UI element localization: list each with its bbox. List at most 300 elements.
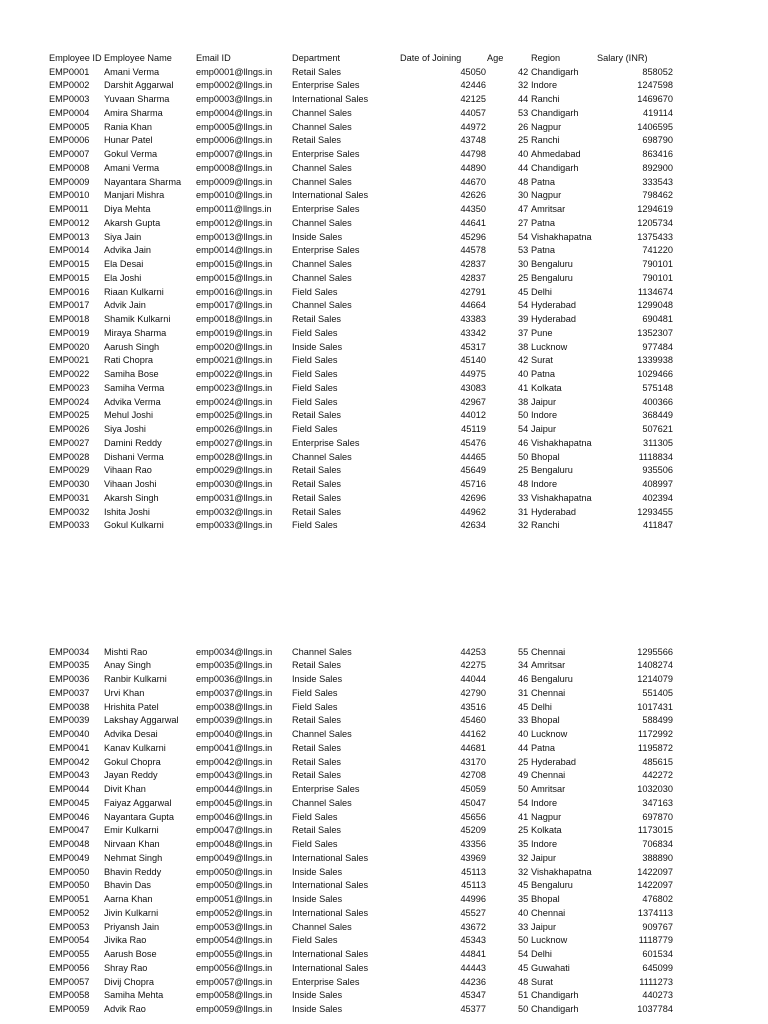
table-row [0, 673, 768, 687]
cell-employee-id: EMP0023 [49, 382, 90, 393]
cell-date-of-joining: 45059 [460, 784, 486, 794]
cell-region: Lucknow [531, 341, 568, 352]
table-row [0, 506, 768, 520]
cell-department: Field Sales [292, 839, 338, 849]
table-row [0, 989, 768, 1003]
cell-department: Enterprise Sales [292, 204, 360, 214]
cell-employee-id: EMP0012 [49, 217, 90, 228]
cell-region: Bengaluru [531, 674, 573, 684]
table-row [0, 396, 768, 410]
cell-region: Indore [531, 839, 558, 849]
cell-salary: 1173015 [637, 825, 673, 836]
cell-salary: 1374113 [637, 907, 673, 918]
cell-employee-name: Manjari Mishra [104, 190, 165, 201]
cell-department: Field Sales [292, 935, 338, 946]
table-row [0, 93, 768, 107]
cell-region: Hyderabad [531, 314, 576, 324]
cell-salary: 442272 [642, 770, 673, 781]
cell-region: Vishakhapatna [531, 866, 592, 877]
cell-date-of-joining: 44012 [460, 410, 486, 421]
cell-email: emp0014@llngs.in [196, 245, 273, 256]
cell-salary: 1406595 [637, 121, 673, 132]
cell-employee-name: Hunar Patel [104, 135, 153, 146]
cell-date-of-joining: 42967 [460, 396, 486, 407]
cell-employee-id: EMP0041 [49, 742, 90, 753]
cell-email: emp0027@llngs.in [196, 437, 273, 448]
cell-employee-id: EMP0054 [49, 935, 90, 946]
cell-region: Nagpur [531, 811, 562, 822]
cell-salary: 790101 [642, 259, 673, 269]
cell-salary: 1408274 [637, 660, 673, 671]
cell-salary: 645099 [642, 962, 673, 973]
table-row [0, 934, 768, 948]
cell-department: Channel Sales [292, 646, 352, 657]
table-row [0, 824, 768, 838]
cell-employee-id: EMP0030 [49, 479, 90, 489]
cell-age: 42 [518, 66, 529, 77]
cell-salary: 347163 [642, 797, 673, 808]
cell-age: 35 [518, 894, 529, 904]
cell-employee-name: Shamik Kulkarni [104, 314, 171, 324]
cell-age: 41 [518, 811, 529, 822]
cell-date-of-joining: 44975 [460, 369, 486, 379]
table-row [0, 728, 768, 742]
cell-department: International Sales [292, 907, 369, 918]
table-row [0, 148, 768, 162]
cell-age: 54 [518, 300, 529, 311]
table-row [0, 217, 768, 231]
cell-email: emp0038@llngs.in [196, 701, 273, 712]
cell-employee-name: Nehmat Singh [104, 852, 163, 863]
cell-email: emp0008@llngs.in [196, 162, 273, 173]
cell-employee-id: EMP0039 [49, 715, 90, 726]
cell-region: Nagpur [531, 121, 562, 132]
cell-age: 38 [518, 396, 529, 407]
cell-email: emp0033@llngs.in [196, 520, 273, 531]
cell-salary: 690481 [642, 314, 673, 324]
cell-email: emp0037@llngs.in [196, 687, 273, 698]
cell-email: emp0023@llngs.in [196, 382, 273, 393]
cell-department: Field Sales [292, 369, 338, 379]
cell-age: 46 [518, 674, 529, 684]
cell-employee-id: EMP0034 [49, 646, 90, 657]
cell-region: Chennai [531, 687, 566, 698]
cell-department: Inside Sales [292, 341, 343, 352]
cell-employee-id: EMP0020 [49, 341, 90, 352]
cell-date-of-joining: 42626 [460, 190, 486, 201]
cell-email: emp0051@llngs.in [196, 894, 273, 904]
cell-department: Retail Sales [292, 465, 342, 476]
cell-email: emp0015@llngs.in [196, 272, 273, 283]
cell-date-of-joining: 43672 [460, 921, 486, 932]
cell-salary: 698790 [642, 135, 673, 146]
cell-email: emp0055@llngs.in [196, 949, 273, 959]
cell-department: Retail Sales [292, 479, 342, 489]
cell-salary: 507621 [642, 424, 673, 434]
cell-employee-name: Siya Jain [104, 231, 142, 242]
cell-employee-id: EMP0047 [49, 825, 90, 836]
cell-email: emp0050@llngs.in [196, 880, 273, 891]
cell-date-of-joining: 45476 [460, 437, 486, 448]
cell-employee-id: EMP0022 [49, 369, 90, 379]
cell-age: 44 [518, 162, 529, 173]
cell-employee-name: Damini Reddy [104, 437, 162, 448]
header-email: Email ID [196, 53, 231, 63]
cell-date-of-joining: 42125 [460, 94, 486, 104]
cell-age: 45 [518, 880, 529, 891]
cell-email: emp0048@llngs.in [196, 839, 273, 849]
cell-age: 53 [518, 245, 529, 256]
cell-region: Hyderabad [531, 756, 576, 767]
cell-age: 25 [518, 825, 529, 836]
cell-date-of-joining: 44641 [460, 217, 486, 228]
cell-employee-id: EMP0025 [49, 410, 90, 421]
cell-salary: 1352307 [637, 327, 673, 338]
cell-age: 45 [518, 286, 529, 297]
cell-date-of-joining: 45377 [460, 1004, 486, 1014]
cell-date-of-joining: 44162 [460, 729, 486, 739]
cell-age: 25 [518, 756, 529, 767]
cell-salary: 476802 [642, 894, 673, 904]
cell-department: Retail Sales [292, 660, 342, 671]
cell-region: Jaipur [531, 921, 557, 932]
cell-salary: 485615 [642, 756, 673, 767]
cell-age: 54 [518, 797, 529, 808]
cell-region: Delhi [531, 286, 552, 297]
cell-date-of-joining: 44890 [460, 162, 486, 173]
cell-email: emp0029@llngs.in [196, 465, 273, 476]
cell-salary: 419114 [643, 107, 673, 118]
cell-region: Surat [531, 355, 553, 366]
cell-date-of-joining: 45649 [460, 465, 486, 476]
cell-region: Delhi [531, 949, 552, 959]
cell-region: Kolkata [531, 825, 562, 836]
cell-employee-id: EMP0052 [49, 907, 90, 918]
cell-age: 54 [518, 949, 529, 959]
cell-employee-id: EMP0036 [49, 674, 90, 684]
cell-age: 31 [518, 506, 529, 517]
table-row [0, 423, 768, 437]
cell-region: Patna [531, 245, 556, 256]
cell-email: emp0045@llngs.in [196, 797, 273, 808]
cell-employee-id: EMP0051 [49, 894, 90, 904]
table-row [0, 203, 768, 217]
cell-date-of-joining: 44996 [460, 894, 486, 904]
cell-employee-name: Emir Kulkarni [104, 825, 159, 836]
cell-department: Inside Sales [292, 231, 343, 242]
cell-age: 32 [518, 852, 529, 863]
cell-email: emp0059@llngs.in [196, 1004, 273, 1014]
cell-department: Channel Sales [292, 162, 352, 173]
cell-date-of-joining: 44841 [460, 949, 486, 959]
cell-region: Ranchi [531, 520, 560, 531]
cell-email: emp0015@llngs.in [196, 259, 273, 269]
cell-employee-name: Ishita Joshi [104, 506, 150, 517]
table-row [0, 948, 768, 962]
table-row [0, 286, 768, 300]
cell-salary: 1422097 [637, 866, 673, 877]
cell-date-of-joining: 44681 [460, 742, 486, 753]
cell-department: Retail Sales [292, 506, 342, 517]
cell-date-of-joining: 45119 [461, 424, 486, 434]
table-row [0, 797, 768, 811]
cell-department: Channel Sales [292, 259, 352, 269]
cell-salary: 909767 [642, 921, 673, 932]
table-row [0, 783, 768, 797]
cell-department: Field Sales [292, 701, 338, 712]
cell-email: emp0032@llngs.in [196, 506, 273, 517]
cell-age: 33 [518, 492, 529, 503]
cell-department: Retail Sales [292, 770, 342, 781]
cell-salary: 1032030 [637, 784, 673, 794]
cell-employee-id: EMP0017 [49, 300, 90, 311]
cell-salary: 1422097 [637, 880, 673, 891]
table-row [0, 313, 768, 327]
cell-age: 33 [518, 921, 529, 932]
cell-age: 50 [518, 451, 529, 462]
table-row [0, 258, 768, 272]
cell-region: Ahmedabad [531, 149, 581, 159]
cell-department: International Sales [292, 852, 369, 863]
cell-salary: 1118779 [638, 935, 673, 946]
cell-department: International Sales [292, 94, 369, 104]
cell-salary: 1134674 [637, 286, 673, 297]
cell-age: 31 [518, 687, 529, 698]
cell-region: Chandigarh [531, 990, 579, 1001]
cell-department: Field Sales [292, 355, 338, 366]
cell-employee-id: EMP0003 [49, 94, 90, 104]
cell-date-of-joining: 43748 [460, 135, 486, 146]
cell-employee-name: Aarush Singh [104, 341, 160, 352]
cell-region: Patna [531, 217, 556, 228]
cell-employee-id: EMP0056 [49, 962, 90, 973]
cell-region: Chandigarh [531, 162, 579, 173]
table-row [0, 866, 768, 880]
cell-salary: 1029466 [637, 369, 673, 379]
cell-date-of-joining: 42791 [460, 286, 486, 297]
cell-region: Vishakhapatna [531, 437, 592, 448]
cell-salary: 1118834 [638, 451, 673, 462]
cell-date-of-joining: 44670 [460, 176, 486, 187]
cell-department: Field Sales [292, 811, 338, 822]
header-employee-name: Employee Name [104, 53, 172, 63]
cell-department: International Sales [292, 949, 369, 959]
cell-email: emp0012@llngs.in [196, 217, 273, 228]
cell-region: Vishakhapatna [531, 492, 592, 503]
cell-employee-name: Urvi Khan [104, 687, 145, 698]
cell-employee-id: EMP0044 [49, 784, 90, 794]
cell-employee-name: Mishti Rao [104, 646, 148, 657]
cell-region: Chennai [531, 646, 566, 657]
cell-salary: 977484 [642, 341, 673, 352]
cell-email: emp0002@llngs.in [196, 80, 273, 91]
cell-date-of-joining: 45113 [461, 880, 486, 891]
table-row [0, 769, 768, 783]
cell-region: Bhopal [531, 715, 560, 726]
cell-email: emp0043@llngs.in [196, 770, 273, 781]
cell-department: Field Sales [292, 396, 338, 407]
cell-department: Enterprise Sales [292, 976, 360, 987]
cell-salary: 1214079 [637, 674, 673, 684]
table-row [0, 409, 768, 423]
cell-age: 30 [518, 259, 529, 269]
cell-employee-id: EMP0007 [49, 149, 90, 159]
cell-date-of-joining: 44962 [460, 506, 486, 517]
cell-date-of-joining: 45460 [460, 715, 486, 726]
table-row [0, 907, 768, 921]
cell-employee-name: Kanav Kulkarni [104, 742, 166, 753]
cell-salary: 1294619 [637, 204, 673, 214]
cell-employee-name: Mehul Joshi [104, 410, 154, 421]
cell-employee-id: EMP0059 [49, 1004, 90, 1014]
cell-email: emp0058@llngs.in [196, 990, 273, 1001]
header-date-of-joining: Date of Joining [400, 53, 462, 63]
cell-date-of-joining: 42708 [460, 770, 486, 781]
cell-age: 38 [518, 341, 529, 352]
cell-salary: 935506 [642, 465, 673, 476]
cell-employee-name: Gokul Chopra [104, 756, 161, 767]
cell-salary: 706834 [642, 839, 673, 849]
cell-salary: 1293455 [637, 506, 673, 517]
cell-employee-name: Aarush Bose [104, 949, 157, 959]
table-row [0, 976, 768, 990]
cell-date-of-joining: 45347 [460, 990, 486, 1001]
cell-department: Inside Sales [292, 674, 343, 684]
cell-employee-id: EMP0045 [49, 797, 90, 808]
table-row [0, 341, 768, 355]
cell-employee-name: Diya Mehta [104, 204, 151, 214]
cell-date-of-joining: 43342 [460, 327, 486, 338]
cell-employee-name: Ranbir Kulkarni [104, 674, 167, 684]
cell-date-of-joining: 42790 [460, 687, 486, 698]
cell-age: 40 [518, 729, 529, 739]
cell-employee-id: EMP0016 [49, 286, 90, 297]
cell-department: Enterprise Sales [292, 437, 360, 448]
cell-email: emp0057@llngs.in [196, 976, 273, 987]
cell-age: 46 [518, 437, 529, 448]
cell-employee-name: Vihaan Rao [104, 465, 152, 476]
cell-region: Guwahati [531, 962, 570, 973]
cell-department: Field Sales [292, 520, 338, 531]
cell-employee-id: EMP0038 [49, 701, 90, 712]
cell-employee-name: Advika Jain [104, 245, 151, 256]
cell-employee-id: EMP0031 [49, 492, 90, 503]
cell-email: emp0031@llngs.in [196, 492, 273, 503]
cell-age: 45 [518, 962, 529, 973]
cell-employee-id: EMP0013 [49, 231, 90, 242]
cell-salary: 1339938 [637, 355, 673, 366]
cell-email: emp0001@llngs.in [196, 66, 273, 77]
cell-employee-name: Siya Joshi [104, 424, 146, 434]
cell-employee-id: EMP0015 [49, 259, 90, 269]
cell-employee-id: EMP0001 [49, 66, 90, 77]
cell-employee-id: EMP0011 [49, 204, 89, 214]
cell-salary: 1247598 [637, 80, 673, 91]
cell-email: emp0036@llngs.in [196, 674, 273, 684]
table-row [0, 852, 768, 866]
cell-department: International Sales [292, 880, 369, 891]
cell-department: International Sales [292, 190, 369, 201]
cell-department: Field Sales [292, 382, 338, 393]
header-department: Department [292, 53, 341, 63]
cell-salary: 1205734 [637, 217, 673, 228]
cell-employee-name: Jivin Kulkarni [104, 907, 159, 918]
cell-email: emp0034@llngs.in [196, 646, 273, 657]
header-employee-id: Employee ID [49, 53, 102, 63]
cell-employee-name: Ela Joshi [104, 272, 142, 283]
cell-region: Lucknow [531, 935, 568, 946]
cell-employee-name: Advika Desai [104, 729, 158, 739]
cell-age: 40 [518, 369, 529, 379]
cell-employee-name: Riaan Kulkarni [104, 286, 164, 297]
table-row [0, 756, 768, 770]
table-row [0, 478, 768, 492]
cell-employee-id: EMP0043 [49, 770, 90, 781]
cell-age: 48 [518, 976, 529, 987]
cell-age: 25 [518, 465, 529, 476]
cell-age: 25 [518, 272, 529, 283]
table-row [0, 231, 768, 245]
cell-salary: 333543 [642, 176, 673, 187]
cell-age: 41 [518, 382, 529, 393]
cell-salary: 858052 [642, 66, 673, 77]
table-row [0, 838, 768, 852]
cell-employee-name: Rati Chopra [104, 355, 154, 366]
cell-age: 44 [518, 94, 529, 104]
cell-department: Inside Sales [292, 866, 343, 877]
cell-date-of-joining: 45716 [460, 479, 486, 489]
table-row [0, 79, 768, 93]
cell-employee-id: EMP0032 [49, 506, 90, 517]
cell-age: 25 [518, 135, 529, 146]
cell-date-of-joining: 44578 [460, 245, 486, 256]
cell-email: emp0013@llngs.in [196, 231, 273, 242]
cell-region: Indore [531, 797, 558, 808]
cell-age: 40 [518, 149, 529, 159]
cell-salary: 1172992 [637, 729, 673, 739]
cell-date-of-joining: 44057 [460, 107, 486, 118]
cell-date-of-joining: 42634 [460, 520, 486, 531]
cell-department: Channel Sales [292, 121, 352, 132]
cell-employee-name: Jayan Reddy [104, 770, 158, 781]
cell-email: emp0007@llngs.in [196, 149, 273, 159]
cell-date-of-joining: 42446 [460, 80, 486, 91]
cell-employee-id: EMP0014 [49, 245, 90, 256]
cell-employee-name: Aarna Khan [104, 894, 153, 904]
cell-department: Retail Sales [292, 715, 342, 726]
cell-region: Ranchi [531, 135, 560, 146]
cell-region: Bengaluru [531, 465, 573, 476]
cell-employee-name: Nayantara Gupta [104, 811, 174, 822]
cell-employee-id: EMP0008 [49, 162, 90, 173]
cell-date-of-joining: 44465 [460, 451, 486, 462]
cell-department: Retail Sales [292, 314, 342, 324]
cell-employee-id: EMP0058 [49, 990, 90, 1001]
cell-employee-id: EMP0015 [49, 272, 90, 283]
cell-employee-id: EMP0027 [49, 437, 90, 448]
cell-salary: 311305 [643, 437, 673, 448]
cell-region: Bengaluru [531, 259, 573, 269]
cell-employee-name: Nayantara Sharma [104, 176, 182, 187]
cell-region: Amritsar [531, 660, 566, 671]
cell-employee-id: EMP0026 [49, 424, 90, 434]
cell-date-of-joining: 45047 [460, 797, 486, 808]
cell-employee-name: Bhavin Reddy [104, 866, 162, 877]
cell-employee-name: Hrishita Patel [104, 701, 159, 712]
table-row [0, 714, 768, 728]
cell-age: 44 [518, 742, 529, 753]
cell-employee-name: Amira Sharma [104, 107, 163, 118]
